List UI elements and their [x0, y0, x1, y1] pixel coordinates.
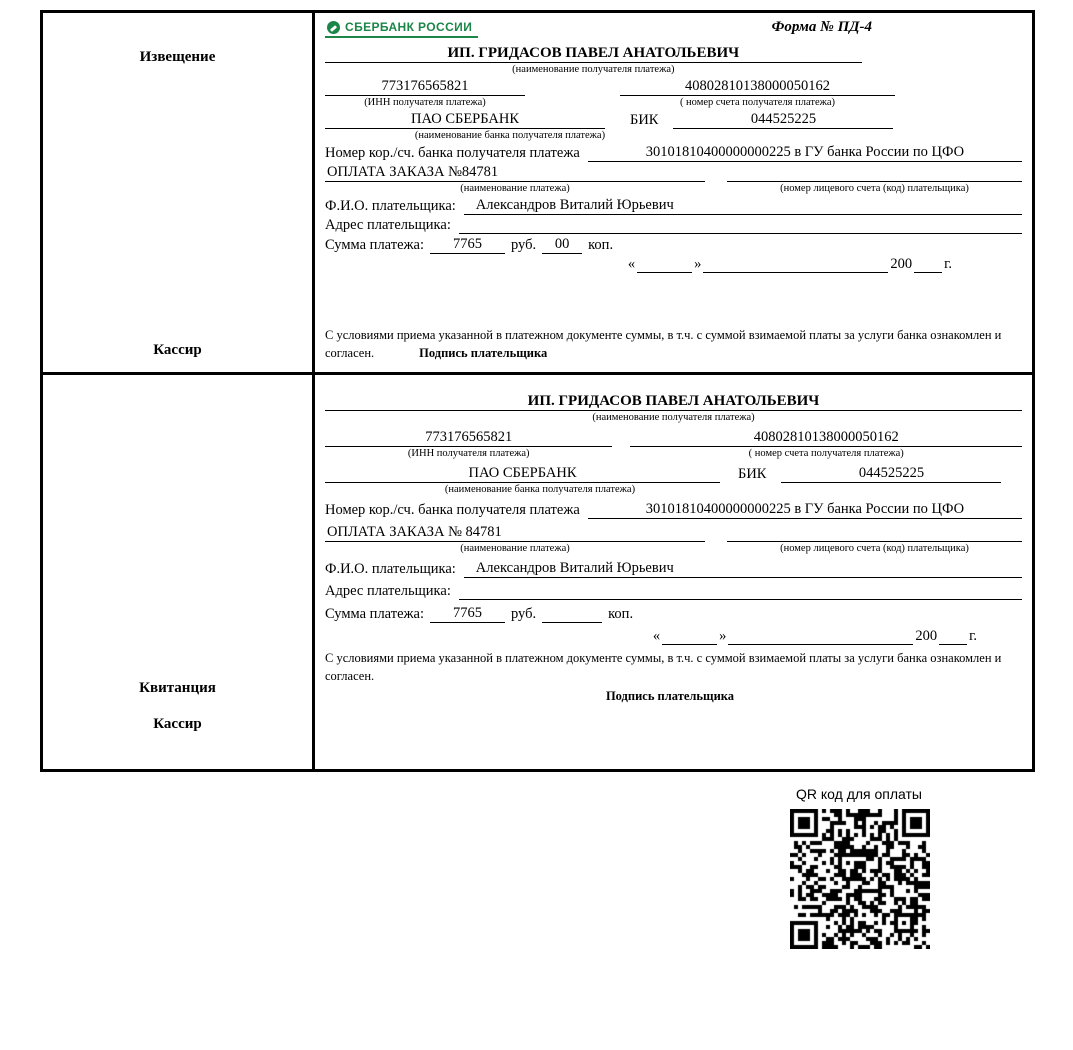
- quote-close: »: [694, 256, 702, 272]
- inn-hint: (ИНН получателя платежа): [364, 97, 486, 108]
- account-value: 40802810138000050162: [620, 78, 895, 96]
- notice-fio-row: [325, 197, 1022, 215]
- receipt-order-hints: [325, 542, 1022, 555]
- payer-address-value: [459, 583, 1022, 600]
- receipt-korr-row: [325, 501, 1022, 519]
- sum-rub-value: 7765: [430, 236, 505, 254]
- payer-name-value: Александров Виталий Юрьевич: [464, 560, 1022, 578]
- account-hint: ( номер счета получателя платежа): [748, 448, 904, 459]
- payer-fio-label: Ф.И.О. плательщика:: [325, 561, 456, 577]
- quote-open: «: [627, 256, 636, 272]
- recipient-hint: (наименование получателя платежа): [512, 64, 675, 75]
- year-suffix: г.: [944, 256, 952, 272]
- qr-block: [788, 786, 938, 949]
- sum-label: Сумма платежа:: [325, 237, 424, 253]
- inn-value: 773176565821: [325, 429, 612, 447]
- notice-agreement: [325, 327, 1015, 362]
- receipt-sum-row: [325, 605, 1022, 623]
- korr-label: Номер кор./сч. банка получателя платежа: [325, 145, 580, 161]
- bank-name-hint: (наименование банка получателя платежа): [444, 484, 636, 495]
- sum-kop-value: [542, 606, 602, 623]
- receipt-stub: [43, 375, 315, 769]
- receipt-address-row: [325, 583, 1022, 600]
- kop-label: коп.: [608, 606, 634, 622]
- notice-header-row: [325, 19, 1022, 43]
- bank-name-value: ПАО СБЕРБАНК: [325, 111, 605, 129]
- quote-close: »: [719, 628, 727, 644]
- payer-code-field: [727, 525, 1022, 542]
- bik-value: 044525225: [673, 111, 893, 129]
- notice-stub: [43, 13, 315, 372]
- sberbank-emblem-icon: [327, 21, 340, 34]
- inn-value: 773176565821: [325, 78, 525, 96]
- receipt-order-row: [325, 524, 1022, 542]
- receipt-inn-account-row: [325, 429, 1022, 447]
- korr-value: 30101810400000000225 в ГУ банка России по ЦФО: [588, 144, 1022, 162]
- account-hint: ( номер счета получателя платежа): [679, 97, 836, 108]
- receipt-bank-row: [325, 465, 1022, 483]
- qr-code: [790, 809, 930, 949]
- receipt-section: [43, 375, 1032, 769]
- receipt-content: [315, 375, 1032, 769]
- sberbank-logo-text: СБЕРБАНК РОССИИ: [345, 20, 473, 34]
- payment-name-hint: (наименование платежа): [460, 543, 570, 554]
- notice-inn-account-row: [325, 78, 1022, 96]
- receipt-agreement: [325, 650, 1015, 706]
- notice-stub-title: Извещение: [139, 49, 216, 65]
- notice-recipient-row: [325, 45, 1022, 63]
- payer-fio-label: Ф.И.О. плательщика:: [325, 198, 456, 214]
- recipient-hint: (наименование получателя платежа): [592, 412, 755, 423]
- date-year-field: [939, 628, 967, 645]
- date-day-field: [662, 628, 717, 645]
- sum-rub-value: 7765: [430, 605, 505, 623]
- notice-order-row: [325, 164, 1022, 182]
- agreement-text: С условиями приема указанной в платежном документе суммы, в т.ч. с суммой взимаемой платы за услуги банка ознакомлен и согласен.: [325, 328, 1002, 360]
- quote-open: «: [652, 628, 661, 644]
- date-month-field: [703, 256, 888, 273]
- notice-sum-row: [325, 236, 1022, 254]
- notice-date-row: [325, 256, 952, 273]
- signature-label: Подпись плательщика: [419, 345, 548, 360]
- signature-label: Подпись плательщика: [605, 689, 735, 703]
- date-day-field: [637, 256, 692, 273]
- payer-address-value: [459, 217, 1022, 234]
- year-prefix: 200: [915, 628, 938, 644]
- recipient-name: ИП. ГРИДАСОВ ПАВЕЛ АНАТОЛЬЕВИЧ: [325, 393, 1022, 411]
- payer-code-hint: (номер лицевого счета (код) плательщика): [780, 183, 969, 194]
- receipt-date-row: [325, 628, 977, 645]
- notice-address-row: [325, 217, 1022, 234]
- year-prefix: 200: [890, 256, 913, 272]
- notice-section: [43, 13, 1032, 375]
- payment-name-value: ОПЛАТА ЗАКАЗА №84781: [325, 164, 705, 182]
- bik-label: БИК: [738, 466, 767, 482]
- sberbank-logo: [325, 19, 478, 38]
- payer-address-label: Адрес плательщика:: [325, 583, 451, 599]
- bank-name-value: ПАО СБЕРБАНК: [325, 465, 720, 483]
- payer-code-field: [727, 165, 1022, 182]
- inn-hint: (ИНН получателя платежа): [407, 448, 530, 459]
- rub-label: руб.: [511, 606, 537, 622]
- notice-order-hints: [325, 182, 1022, 195]
- year-suffix: г.: [969, 628, 977, 644]
- receipt-cashier-label: Кассир: [153, 716, 202, 732]
- receipt-inn-account-hints: [325, 447, 1022, 460]
- bik-value: 044525225: [781, 465, 1001, 483]
- form-number: Форма № ПД-4: [771, 19, 872, 35]
- receipt-stub-title: Квитанция: [139, 680, 216, 696]
- receipt-fio-row: [325, 560, 1022, 578]
- pd4-form-table: [40, 10, 1035, 772]
- receipt-recipient-row: [325, 393, 1022, 411]
- korr-label: Номер кор./сч. банка получателя платежа: [325, 502, 580, 518]
- sum-label: Сумма платежа:: [325, 606, 424, 622]
- payer-code-hint: (номер лицевого счета (код) плательщика): [780, 543, 969, 554]
- account-value: 40802810138000050162: [630, 429, 1022, 447]
- qr-caption: QR код для оплаты: [795, 786, 922, 802]
- date-month-field: [728, 628, 913, 645]
- recipient-name: ИП. ГРИДАСОВ ПАВЕЛ АНАТОЛЬЕВИЧ: [325, 45, 862, 63]
- agreement-text: С условиями приема указанной в платежном документе суммы, в т.ч. с суммой взимаемой платы за услуги банка ознакомлен и согласен.: [325, 651, 1002, 683]
- date-year-field: [914, 256, 942, 273]
- bank-name-hint: (наименование банка получателя платежа): [414, 130, 606, 141]
- notice-content: [315, 13, 1032, 372]
- notice-bank-row: [325, 111, 1022, 129]
- notice-korr-row: [325, 144, 1022, 162]
- sum-kop-value: 00: [542, 236, 582, 254]
- kop-label: коп.: [588, 237, 614, 253]
- bik-label: БИК: [630, 112, 659, 128]
- payment-name-value: ОПЛАТА ЗАКАЗА № 84781: [325, 524, 705, 542]
- payer-address-label: Адрес плательщика:: [325, 217, 451, 233]
- payer-name-value: Александров Виталий Юрьевич: [464, 197, 1022, 215]
- notice-cashier-label: Кассир: [153, 342, 202, 358]
- rub-label: руб.: [511, 237, 537, 253]
- payment-name-hint: (наименование платежа): [460, 183, 570, 194]
- notice-inn-account-hints: [325, 96, 1022, 109]
- korr-value: 30101810400000000225 в ГУ банка России по ЦФО: [588, 501, 1022, 519]
